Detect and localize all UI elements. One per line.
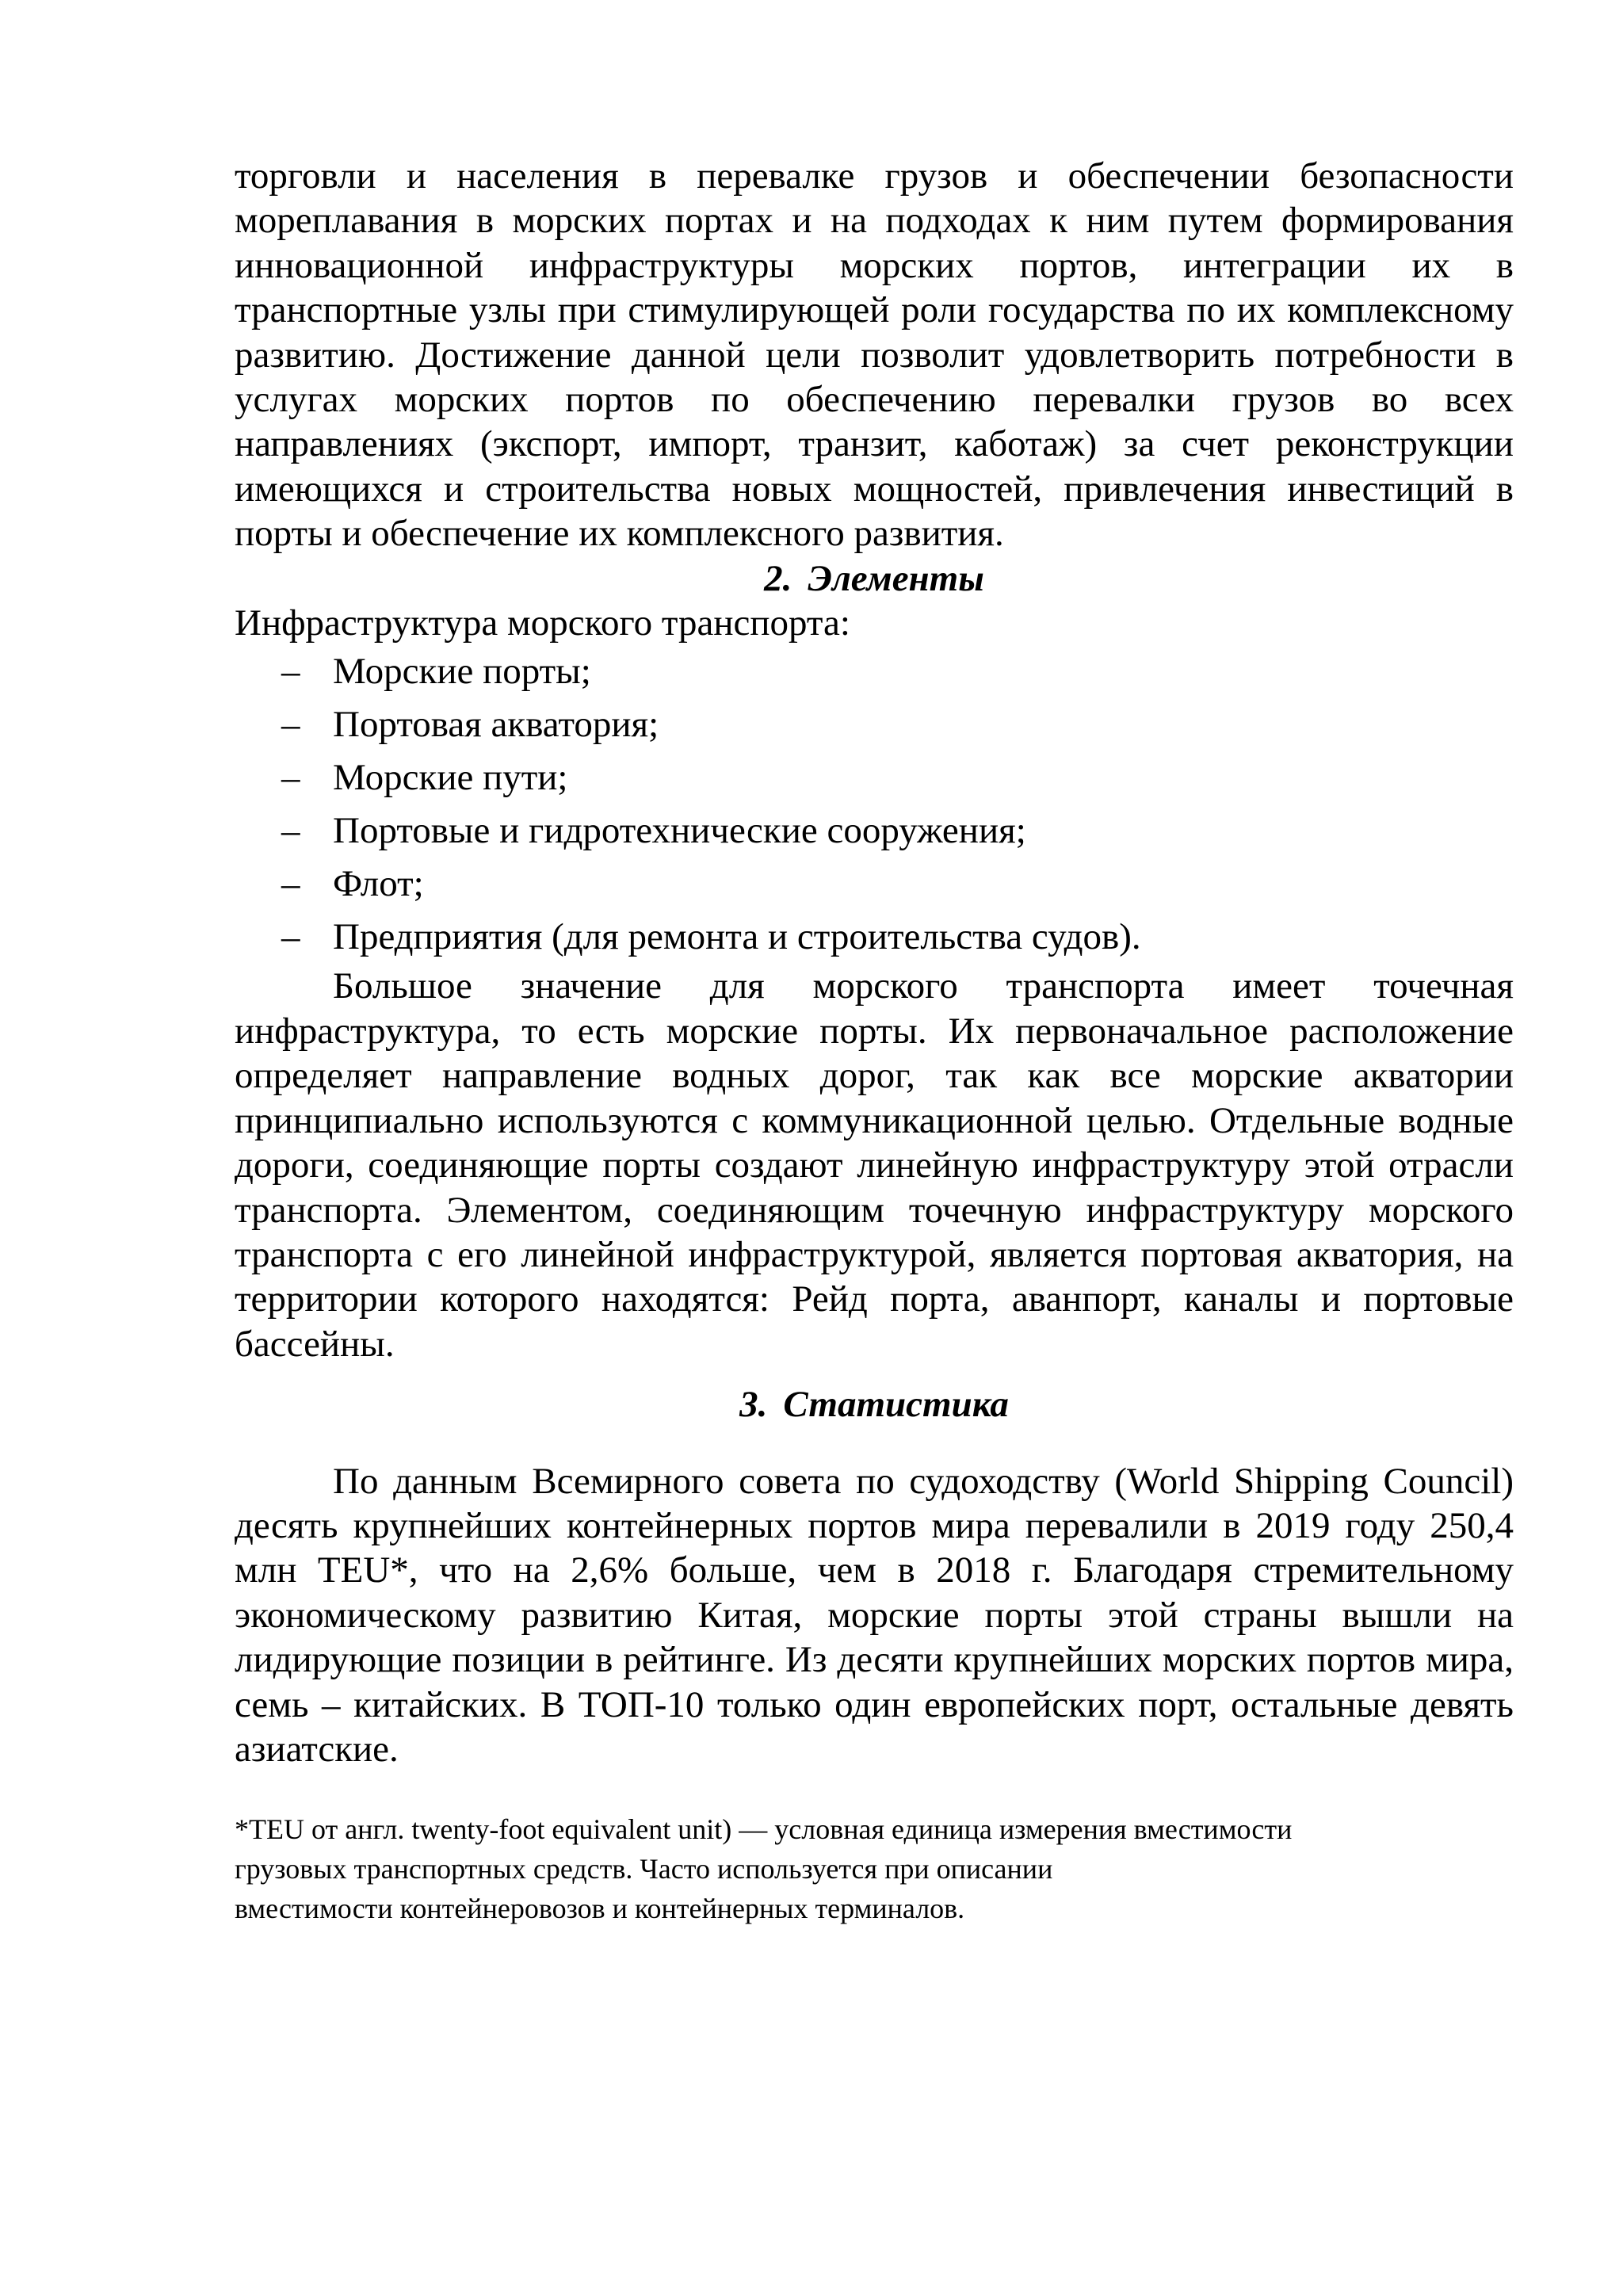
footnote-line: *TEU от англ. twenty-foot equivalent unit) — условная единица измерения вместимости bbox=[235, 1813, 1293, 1846]
list-item-text: Портовая акватория; bbox=[333, 704, 659, 746]
section-heading-statistics bbox=[235, 1382, 1514, 1427]
list-item-text: Портовые и гидротехнические сооружения; bbox=[333, 810, 1026, 852]
footnote-line: грузовых транспортных средств. Часто используется при описании bbox=[235, 1853, 1053, 1885]
section-title: Элементы bbox=[808, 557, 984, 599]
list-dash: – bbox=[281, 863, 300, 905]
list-item-text: Морские пути; bbox=[333, 757, 568, 799]
list-item bbox=[235, 751, 1514, 804]
list-item bbox=[235, 911, 1514, 964]
list-dash: – bbox=[281, 651, 300, 693]
infrastructure-list bbox=[235, 645, 1514, 964]
section-heading-elements bbox=[235, 556, 1514, 601]
section-number: 2. bbox=[764, 557, 792, 599]
paragraph-point-infrastructure: Большое значение для морского транспорта имеет точечная инфраструктура, то есть морские порты. Их первоначальное расположение определяет направление водных дорог, так как все морские акватории принципиально используются с коммуникационной целью. Отдельные водные дороги, соединяющие порты создают линейную инфраструктуру этой отрасли транспорта. Элементом, соединяющим точечную инфраструктуру морского транспорта с его линейной инфраструктурой, является портовая акватория, на территории которого находятся: Рейд порта, аванпорт, каналы и портовые бассейны. bbox=[235, 965, 1514, 1365]
paragraph-infrastructure-intro: Инфраструктура морского транспорта: bbox=[235, 602, 850, 644]
list-item-text: Флот; bbox=[333, 863, 424, 905]
document-page bbox=[235, 154, 1514, 1928]
paragraph-statistics: По данным Всемирного совета по судоходству (World Shipping Council) десять крупнейших контейнерных портов мира перевалили в 2019 году 250,4 млн TEU*, что на 2,6% больше, чем в 2018 г. Благодаря стремительному экономическому развитию Китая, морские порты этой страны вышли на лидирующие позиции в рейтинге. Из десяти крупнейших морских портов мира, семь – китайских. В ТОП-10 только один европейских порт, остальные девять азиатские. bbox=[235, 1460, 1514, 1770]
list-dash: – bbox=[281, 916, 300, 958]
list-item bbox=[235, 698, 1514, 751]
section-title: Статистика bbox=[783, 1384, 1009, 1426]
list-item bbox=[235, 858, 1514, 911]
list-item bbox=[235, 645, 1514, 698]
spacer bbox=[235, 1427, 1514, 1459]
list-dash: – bbox=[281, 810, 300, 852]
spacer bbox=[235, 1771, 1514, 1809]
list-dash: – bbox=[281, 757, 300, 799]
footnote bbox=[235, 1809, 1514, 1928]
spacer bbox=[235, 1366, 1514, 1382]
footnote-line: вместимости контейнеровозов и контейнерных терминалов. bbox=[235, 1893, 965, 1925]
list-item bbox=[235, 804, 1514, 858]
list-dash: – bbox=[281, 704, 300, 746]
section-number: 3. bbox=[739, 1384, 768, 1426]
list-item-text: Предприятия (для ремонта и строительства судов). bbox=[333, 916, 1141, 958]
paragraph-port-development: торговли и населения в перевалке грузов и обеспечении безопасности мореплавания в морских портах и на подходах к ним путем формирования инновационной инфраструктуры морских портов, интеграции их в транспортные узлы при стимулирующей роли государства по их комплексному развитию. Достижение данной цели позволит удовлетворить потребности в услугах морских портов по обеспечению перевалки грузов во всех направлениях (экспорт, импорт, транзит, каботаж) за счет реконструкции имеющихся и строительства новых мощностей, привлечения инвестиций в порты и обеспечение их комплексного развития. bbox=[235, 155, 1514, 555]
list-item-text: Морские порты; bbox=[333, 651, 591, 693]
